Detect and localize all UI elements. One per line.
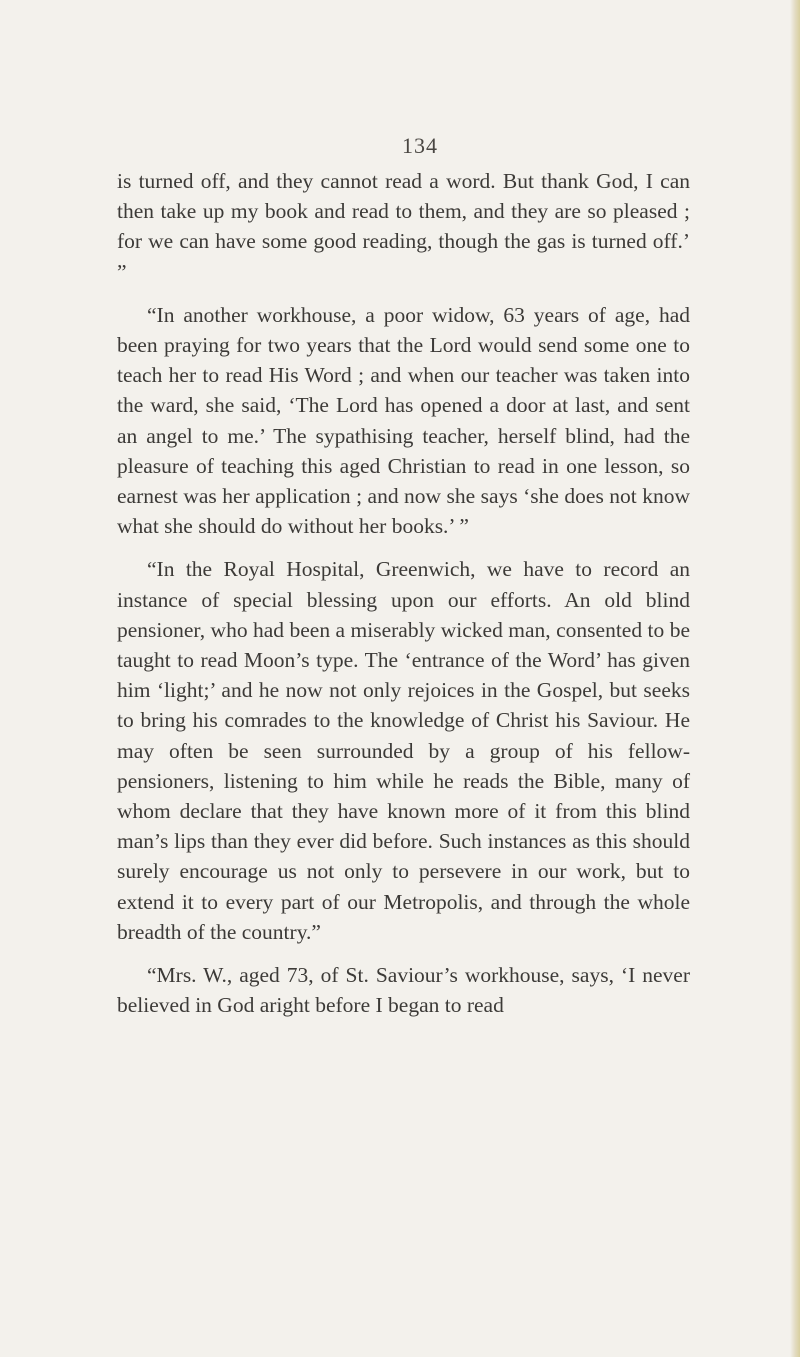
paragraph-1: is turned off, and they cannot read a word. But thank God, I can then take up my book and read to them, and they are so pleased ; for we can have some good reading, though the gas is turned off.’ ” — [117, 169, 690, 284]
page-number: 134 — [402, 133, 438, 158]
paragraph-3: “In the Royal Hospital, Greenwich, we have to record an instance of special blessing upon our efforts. An old blind pensioner, who had been a miserably wicked man, consented to be taught to read Moon’s type. The ‘entrance of the Word’ has given him ‘light;’ and he now not only rejoices in the Gospel, but seeks to bring his comrades to the knowledge of Christ his Saviour. He may often be seen surrounded by a group of his fellow-pensioners, listening to him while he reads the Bible, many of whom declare that they have known more of it from this blind man’s lips than they ever did before. Such instances as this should surely encourage us not only to persevere in our work, but to extend it to every part of our Metropolis, and through the whole breadth of the country.” — [117, 557, 690, 944]
body-text — [117, 166, 690, 1020]
page-edge — [790, 0, 800, 1357]
paragraph-2: “In another workhouse, a poor widow, 63 years of age, had been praying for two years that the Lord would send some one to teach her to read His Word ; and when our teacher was taken into the ward, she said, ‘The Lord has opened a door at last, and sent an angel to me.’ The sypathising teacher, herself blind, had the pleasure of teaching this aged Christian to read in one lesson, so earnest was her application ; and now she says ‘she does not know what she should do without her books.’ ” — [117, 302, 690, 539]
paragraph-4: “Mrs. W., aged 73, of St. Saviour’s workhouse, says, ‘I never believed in God aright before I began to read — [117, 963, 690, 1018]
